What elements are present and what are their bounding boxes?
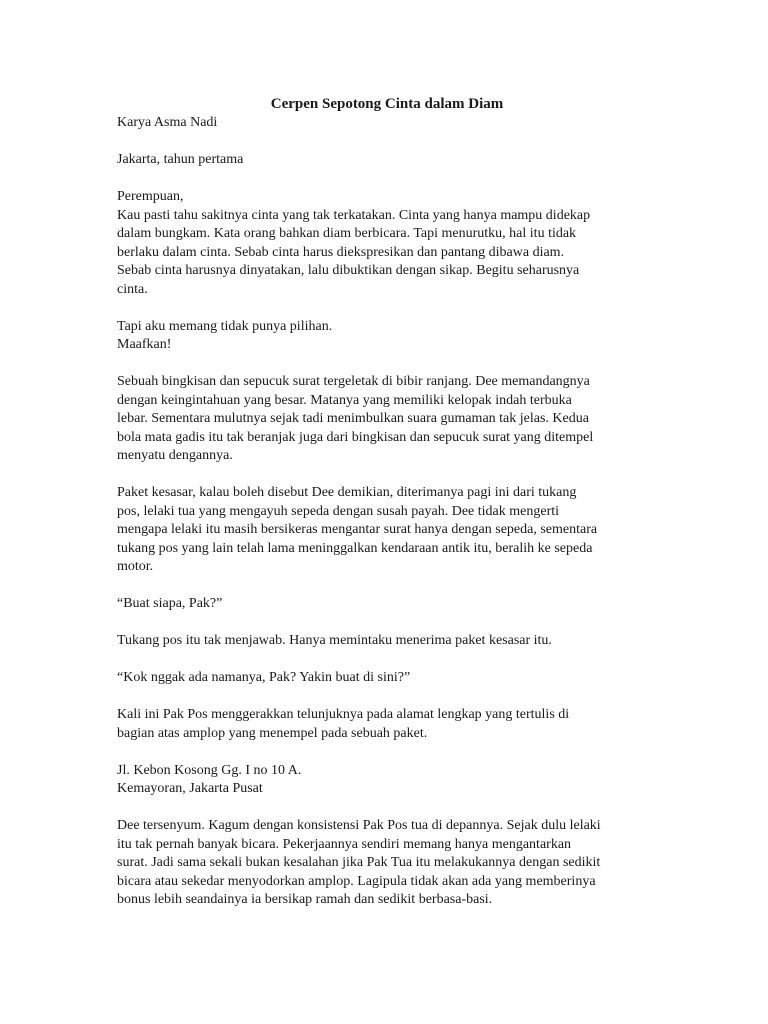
paragraph (117, 595, 657, 614)
text-line: bonus lebih seandainya ia bersikap ramah dan sedikit berbasa-basi. (117, 892, 493, 907)
text-line: Tapi aku memang tidak punya pilihan. (117, 318, 333, 334)
text-line: berlaku dalam cinta. Sebab cinta harus diekspresikan dan pantang dibawa diam. (117, 244, 565, 260)
text-line: cinta. (117, 281, 148, 297)
paragraph (117, 762, 657, 799)
blank-line (117, 170, 657, 189)
paragraph-list (117, 188, 657, 910)
paragraph (117, 632, 657, 651)
text-line: Perempuan, (117, 189, 184, 204)
paragraph (117, 373, 657, 466)
paragraph (117, 318, 657, 355)
text-line: itu tak pernah banyak bicara. Pekerjaannya sendiri memang hanya mengantarkan (117, 836, 572, 852)
document-body (117, 94, 657, 928)
text-line: Tukang pos itu tak menjawab. Hanya memintaku menerima paket kesasar itu. (117, 633, 552, 648)
text-line: bola mata gadis itu tak beranjak juga dari bingkisan dan sepucuk surat yang ditempel (117, 429, 594, 445)
text-line: Kemayoran, Jakarta Pusat (117, 781, 263, 796)
text-line: Sebuah bingkisan dan sepucuk surat tergeletak di bibir ranjang. Dee memandangnya (117, 374, 590, 389)
document-title: Cerpen Sepotong Cinta dalam Diam (270, 96, 504, 112)
text-line: bagian atas amplop yang menempel pada sebuah paket. (117, 725, 428, 741)
paragraph (117, 706, 657, 743)
text-line: Dee tersenyum. Kagum dengan konsistensi Pak Pos tua di depannya. Sejak dulu lelaki (117, 818, 601, 833)
text-line: bicara atau sekedar menyodorkan amplop. Lagipula tidak akan ada yang memberinya (117, 873, 596, 889)
text-line: lebar. Sementara mulutnya sejak tadi menimbulkan suara gumaman tak jelas. Kedua (117, 411, 589, 426)
text-line: “Kok nggak ada namanya, Pak? Yakin buat di sini?” (117, 670, 411, 685)
text-line: motor. (117, 559, 154, 574)
paragraph (117, 484, 657, 577)
text-line: Jl. Kebon Kosong Gg. I no 10 A. (117, 762, 302, 778)
text-line: pos, lelaki tua yang mengayuh sepeda dengan susah payah. Dee tidak mengerti (117, 503, 560, 519)
text-line: Paket kesasar, kalau boleh disebut Dee demikian, diterimanya pagi ini dari tukang (117, 485, 577, 500)
text-line: surat. Jadi sama sekali bukan kesalahan jika Pak Tua itu melakukannya dengan sedikit (117, 855, 601, 870)
text-line: Kali ini Pak Pos menggerakkan telunjuknya pada alamat lengkap yang tertulis di (117, 707, 570, 722)
text-line: dengan keingintahuan yang besar. Matanya yang memiliki kelopak indah terbuka (117, 392, 572, 408)
place-time-line: Jakarta, tahun pertama (117, 152, 244, 167)
text-line: mengapa lelaki itu masih bersikeras mengantar surat hanya dengan sepeda, sementara (117, 522, 598, 537)
text-line: Sebab cinta harusnya dinyatakan, lalu dibuktikan dengan sikap. Begitu seharusnya (117, 263, 580, 278)
text-line: Maafkan! (117, 337, 172, 352)
text-line: Kau pasti tahu sakitnya cinta yang tak terkatakan. Cinta yang hanya mampu didekap (117, 207, 591, 223)
text-line: “Buat siapa, Pak?” (117, 596, 223, 611)
paragraph (117, 817, 657, 910)
paragraph (117, 188, 657, 299)
paragraph (117, 669, 657, 688)
text-line: tukang pos yang lain telah lama meninggalkan kendaraan antik itu, beralih ke sepeda (117, 540, 593, 556)
text-line: menyatu dengannya. (117, 448, 233, 463)
text-line: dalam bungkam. Kata orang bahkan diam berbicara. Tapi menurutku, hal itu tidak (117, 226, 577, 241)
blank-line (117, 133, 657, 152)
author-line: Karya Asma Nadi (117, 115, 218, 130)
